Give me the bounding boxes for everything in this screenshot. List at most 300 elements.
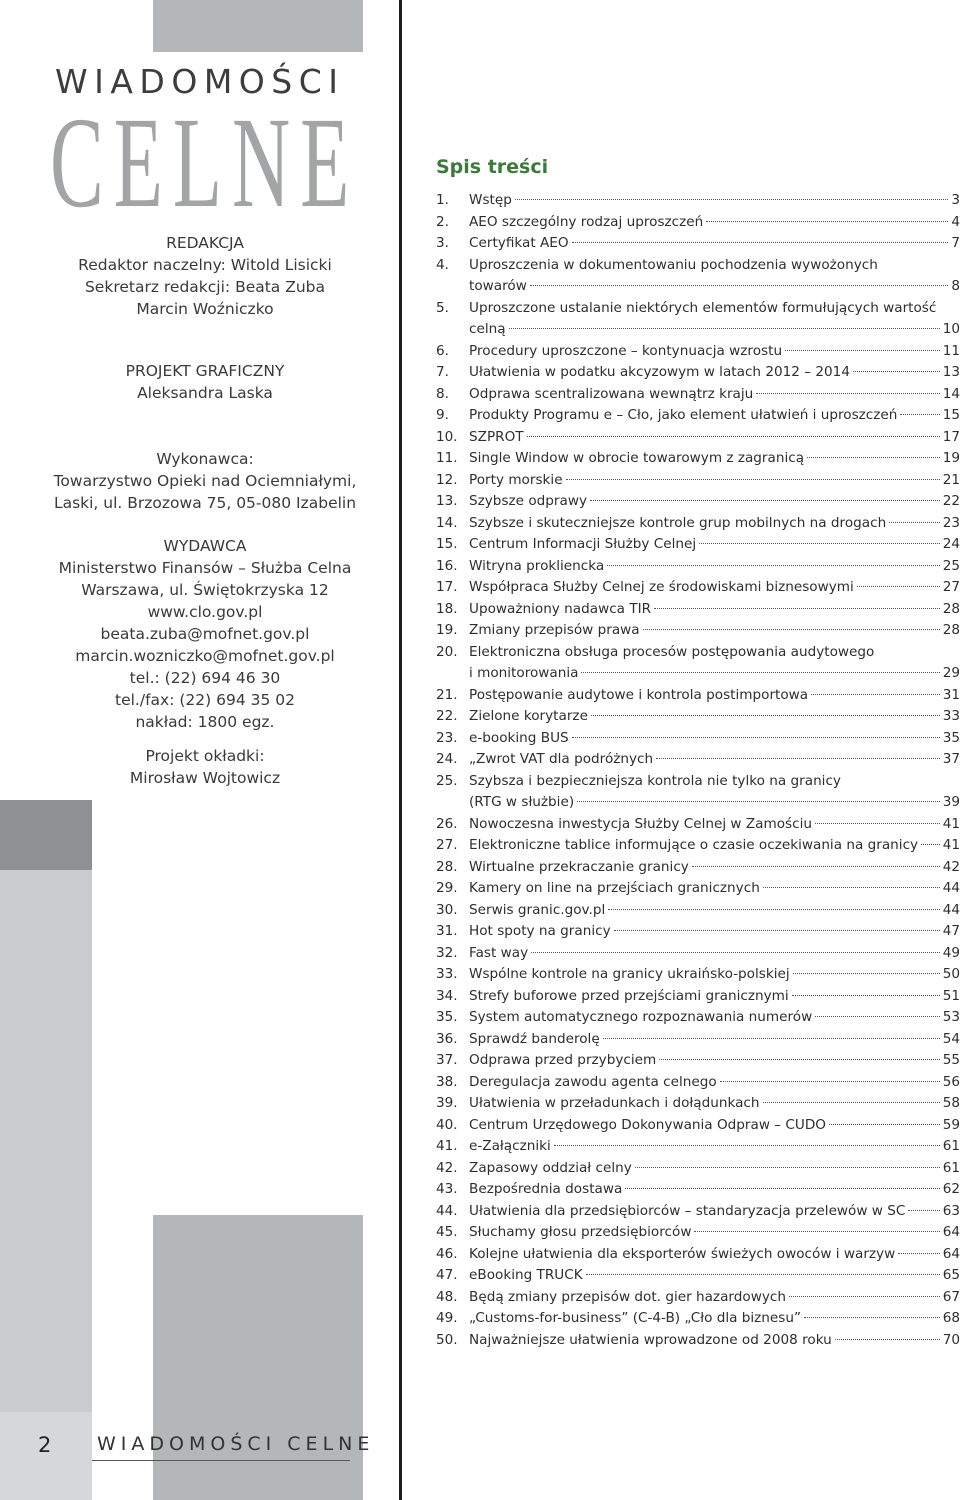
toc-line (436, 1244, 960, 1266)
cover-design-heading: Projekt okładki: (145, 747, 265, 765)
toc-number: 41. (436, 1138, 458, 1154)
decorative-side-block-light (0, 870, 92, 1500)
toc-item[interactable] (436, 706, 960, 728)
toc-number: 18. (436, 600, 458, 617)
toc-title: e-booking BUS (469, 729, 569, 746)
toc-line (436, 921, 960, 943)
toc-number: 45. (436, 1224, 458, 1240)
toc-item[interactable] (436, 1222, 960, 1244)
toc-page-number: 24 (942, 536, 960, 552)
toc-line (436, 878, 960, 900)
toc-item[interactable] (436, 771, 960, 814)
toc-line (436, 835, 960, 857)
toc-number: 38. (436, 1073, 458, 1090)
toc-title: AEO szczególny rodzaj uproszczeń (469, 213, 704, 230)
column-divider (399, 0, 402, 1500)
toc-number: 35. (436, 1009, 458, 1025)
toc-number: 9. (436, 407, 449, 423)
toc-page-number: 11 (942, 342, 960, 359)
toc-page-number: 44 (942, 880, 960, 896)
toc-number: 21. (436, 686, 458, 703)
toc-page-number: 31 (942, 686, 960, 703)
toc-leader-dots (509, 328, 940, 329)
publisher-info (40, 535, 370, 733)
toc-item[interactable] (436, 1050, 960, 1072)
toc-line (436, 1265, 960, 1287)
toc-item[interactable] (436, 685, 960, 707)
toc-leader-dots (694, 1231, 939, 1232)
toc-page-number: 64 (942, 1245, 960, 1262)
toc-title: Zielone korytarze (469, 708, 588, 724)
toc-line (436, 663, 960, 685)
toc-leader-dots (900, 414, 939, 415)
toc-line (436, 792, 960, 814)
toc-leader-dots (811, 694, 940, 695)
toc-item[interactable] (436, 1265, 960, 1287)
toc-item[interactable] (436, 212, 960, 234)
toc-page-number: 47 (942, 923, 960, 939)
toc-line (436, 190, 960, 212)
toc-number: 12. (436, 471, 458, 488)
toc-leader-dots (807, 457, 940, 458)
toc-page-number: 22 (942, 493, 960, 509)
toc-line (436, 814, 960, 836)
toc-number: 3. (436, 235, 449, 251)
toc-item[interactable] (436, 1029, 960, 1051)
toc-line (436, 491, 960, 513)
toc-number: 16. (436, 557, 458, 574)
toc-page-number: 54 (942, 1030, 960, 1047)
toc-item[interactable] (436, 491, 960, 513)
toc-page-number: 39 (942, 794, 960, 810)
toc-leader-dots (921, 844, 940, 845)
toc-number: 2. (436, 213, 449, 230)
toc-line (436, 534, 960, 556)
toc-page-number: 44 (942, 901, 960, 918)
toc-item[interactable] (436, 405, 960, 427)
toc-title: Serwis granic.gov.pl (469, 901, 606, 918)
toc-page-number: 61 (942, 1138, 960, 1154)
toc-number: 43. (436, 1181, 458, 1197)
toc-line (436, 556, 960, 578)
toc-title: Ułatwienia w przeładunkach i dołądunkach (469, 1095, 760, 1111)
publisher-email: marcin.wozniczko@mofnet.gov.pl (75, 647, 335, 665)
toc-line (436, 685, 960, 707)
editorial-line: Sekretarz redakcji: Beata Zuba (84, 278, 326, 296)
toc-line (436, 448, 960, 470)
editorial-line: Marcin Woźniczko (136, 300, 274, 318)
toc-number: 49. (436, 1310, 458, 1326)
toc-number: 14. (436, 514, 458, 531)
toc-line (436, 513, 960, 535)
toc-title: e-Załączniki (469, 1138, 551, 1154)
toc-item[interactable] (436, 964, 960, 986)
toc-line (436, 599, 960, 621)
toc-title: Single Window w obrocie towarowym z zagranicą (469, 450, 805, 466)
toc-line (436, 1287, 960, 1309)
toc-page-number: 4 (951, 213, 960, 230)
toc-line (436, 341, 960, 363)
toc-item[interactable] (436, 556, 960, 578)
toc-item[interactable] (436, 1007, 960, 1029)
toc-leader-dots (643, 629, 940, 630)
cover-design-info (40, 745, 370, 789)
toc-line (436, 405, 960, 427)
toc-title: „Zwrot VAT dla podróżnych (469, 751, 654, 767)
toc-leader-dots (756, 393, 939, 394)
toc-title: Wspólne kontrole na granicy ukraińsko-polskiej (469, 966, 790, 982)
toc-page-number: 50 (942, 966, 960, 982)
toc-item[interactable] (436, 878, 960, 900)
toc-number: 5. (436, 299, 449, 316)
toc-page-number: 64 (942, 1224, 960, 1240)
toc-title: towarów (469, 278, 527, 294)
toc-title: Deregulacja zawodu agenta celnego (469, 1073, 717, 1090)
toc-title: Elektroniczne tablice informujące o czasie oczekiwania na granicy (469, 837, 919, 853)
publisher-email: beata.zuba@mofnet.gov.pl (100, 625, 310, 643)
toc-leader-dots (577, 801, 940, 802)
toc-line (436, 1115, 960, 1137)
toc-page-number: 62 (942, 1181, 960, 1197)
toc-number: 47. (436, 1267, 458, 1283)
toc-title: Centrum Urzędowego Dokonywania Odpraw – CUDO (469, 1116, 826, 1133)
toc-number: 28. (436, 858, 458, 875)
publisher-line: Warszawa, ul. Świętokrzyska 12 (81, 581, 329, 599)
toc-line (436, 362, 960, 384)
toc-item[interactable] (436, 1244, 960, 1266)
toc-leader-dots (829, 1124, 940, 1125)
toc-leader-dots (785, 350, 940, 351)
toc-title: Współpraca Służby Celnej ze środowiskami biznesowymi (469, 579, 854, 595)
toc-line (436, 276, 960, 298)
toc-leader-dots (586, 1274, 940, 1275)
editorial-line: Redaktor naczelny: Witold Lisicki (78, 256, 332, 274)
toc-item[interactable] (436, 341, 960, 363)
toc-title: Zapasowy oddział celny (469, 1159, 632, 1176)
toc-title: Szybsza i bezpieczniejsza kontrola nie tylko na granicy (469, 772, 841, 789)
toc-number: 30. (436, 901, 458, 918)
toc-line (436, 470, 960, 492)
toc-page-number: 61 (942, 1159, 960, 1176)
toc-page-number: 10 (942, 321, 960, 337)
design-info (40, 360, 370, 404)
toc-title: Szybsze odprawy (469, 493, 587, 509)
toc-number: 39. (436, 1095, 458, 1111)
toc-page-number: 63 (942, 1202, 960, 1219)
toc-line (436, 1330, 960, 1352)
toc-page-number: 19 (942, 450, 960, 466)
toc-item[interactable] (436, 513, 960, 535)
toc-item[interactable] (436, 857, 960, 879)
contractor-line: Towarzystwo Opieki nad Ociemniałymi, (53, 472, 357, 490)
publisher-circulation: nakład: 1800 egz. (135, 713, 275, 731)
toc-line (436, 1158, 960, 1180)
toc-title: Nowoczesna inwestycja Służby Celnej w Zamościu (469, 815, 813, 832)
decorative-top-bar (153, 0, 363, 52)
toc-title: Szybsze i skuteczniejsze kontrole grup mobilnych na drogach (469, 514, 887, 531)
design-line: Aleksandra Laska (137, 384, 273, 402)
toc-item[interactable] (436, 534, 960, 556)
toc-line (436, 212, 960, 234)
toc-number: 26. (436, 815, 458, 832)
toc-page-number: 51 (942, 987, 960, 1004)
toc-title: Kamery on line na przejściach granicznych (469, 880, 760, 896)
toc-leader-dots (527, 436, 940, 437)
toc-item[interactable] (436, 255, 960, 298)
toc-title: celną (469, 321, 506, 337)
toc-leader-dots (530, 285, 949, 286)
toc-page-number: 33 (942, 708, 960, 724)
toc-item[interactable] (436, 749, 960, 771)
toc-title: Produkty Programu e – Cło, jako element ułatwień i uproszczeń (469, 407, 898, 423)
toc-number: 13. (436, 493, 458, 509)
page-number: 2 (38, 1433, 52, 1457)
toc-title: Odprawa scentralizowana wewnątrz kraju (469, 385, 754, 402)
toc-number: 15. (436, 536, 458, 552)
toc-item[interactable] (436, 298, 960, 341)
toc-title: Kolejne ułatwienia dla eksporterów świeżych owoców i warzyw (469, 1245, 896, 1262)
toc-leader-dots (699, 543, 939, 544)
toc-line (436, 1136, 960, 1158)
toc-item[interactable] (436, 986, 960, 1008)
cover-design-line: Mirosław Wojtowicz (129, 769, 281, 787)
toc-item[interactable] (436, 1330, 960, 1352)
toc-number: 4. (436, 256, 449, 273)
toc-number: 20. (436, 643, 458, 660)
toc-leader-dots (804, 1317, 940, 1318)
toc-item[interactable] (436, 233, 960, 255)
toc-line (436, 728, 960, 750)
toc-item[interactable] (436, 448, 960, 470)
toc-number: 29. (436, 880, 458, 896)
toc-number: 8. (436, 385, 449, 402)
toc-item[interactable] (436, 1072, 960, 1094)
toc-leader-dots (607, 565, 939, 566)
toc-line (436, 1072, 960, 1094)
toc-line (436, 427, 960, 449)
toc-item[interactable] (436, 384, 960, 406)
toc-leader-dots (603, 1038, 940, 1039)
toc-title: (RTG w służbie) (469, 794, 575, 810)
toc-line (436, 1007, 960, 1029)
toc-number: 7. (436, 364, 449, 380)
contractor-line: Laski, ul. Brzozowa 75, 05-080 Izabelin (53, 494, 357, 512)
design-heading: PROJEKT GRAFICZNY (125, 362, 285, 380)
toc-page-number: 56 (942, 1073, 960, 1090)
toc-number: 50. (436, 1331, 458, 1348)
toc-title: eBooking TRUCK (469, 1267, 583, 1283)
toc-leader-dots (706, 221, 948, 222)
toc-line (436, 255, 960, 277)
toc-number: 19. (436, 622, 458, 638)
toc-heading: Spis treści (436, 156, 549, 178)
toc-leader-dots (853, 371, 940, 372)
toc-line (436, 964, 960, 986)
toc-leader-dots (625, 1188, 939, 1189)
toc-title: Ułatwienia w podatku akcyzowym w latach 2012 – 2014 (469, 364, 850, 380)
toc-title: Porty morskie (469, 471, 563, 488)
toc-leader-dots (566, 479, 940, 480)
toc-item[interactable] (436, 620, 960, 642)
toc-page-number: 65 (942, 1267, 960, 1283)
toc-leader-dots (789, 1296, 940, 1297)
toc-item[interactable] (436, 835, 960, 857)
toc-line (436, 642, 960, 664)
toc-number: 23. (436, 729, 458, 746)
toc-item[interactable] (436, 577, 960, 599)
toc-title: Bezpośrednia dostawa (469, 1181, 623, 1197)
editorial-heading: REDAKCJA (166, 234, 244, 252)
toc-title: Strefy buforowe przed przejściami granicznymi (469, 987, 789, 1004)
toc-page-number: 13 (942, 364, 960, 380)
toc-line (436, 986, 960, 1008)
toc-line (436, 577, 960, 599)
toc-leader-dots (857, 586, 940, 587)
toc-number: 34. (436, 987, 458, 1004)
toc-number: 24. (436, 751, 458, 767)
toc-line (436, 857, 960, 879)
toc-title: Sprawdź banderolę (469, 1030, 600, 1047)
toc-line (436, 1050, 960, 1072)
toc-title: Ułatwienia dla przedsiębiorców – standaryzacja przelewów w SC (469, 1202, 906, 1219)
toc-title: Odprawa przed przybyciem (469, 1052, 657, 1068)
toc-title: Upoważniony nadawca TIR (469, 600, 652, 617)
toc-item[interactable] (436, 1201, 960, 1223)
toc-number: 46. (436, 1245, 458, 1262)
toc-line (436, 943, 960, 965)
toc-page-number: 55 (942, 1052, 960, 1068)
toc-number: 10. (436, 428, 458, 445)
toc-item[interactable] (436, 921, 960, 943)
toc-title: Certyfikat AEO (469, 235, 569, 251)
toc-number: 48. (436, 1288, 458, 1305)
toc-number: 22. (436, 708, 458, 724)
publisher-heading: WYDAWCA (163, 537, 247, 555)
toc-item[interactable] (436, 1136, 960, 1158)
toc-page-number: 27 (942, 579, 960, 595)
toc-item[interactable] (436, 900, 960, 922)
toc-title: Wirtualne przekraczanie granicy (469, 858, 689, 875)
toc-item[interactable] (436, 599, 960, 621)
toc-number: 31. (436, 923, 458, 939)
toc-page-number: 8 (951, 278, 960, 294)
toc-page-number: 41 (942, 815, 960, 832)
toc-leader-dots (815, 823, 940, 824)
toc-number: 37. (436, 1052, 458, 1068)
toc-page-number: 67 (942, 1288, 960, 1305)
decorative-bottom-bar (153, 1215, 363, 1500)
publisher-website: www.clo.gov.pl (147, 603, 263, 621)
toc-number: 25. (436, 772, 458, 789)
toc-item[interactable] (436, 427, 960, 449)
toc-leader-dots (692, 866, 940, 867)
toc-title: i monitorowania (469, 665, 579, 681)
toc-page-number: 21 (942, 471, 960, 488)
toc-item[interactable] (436, 943, 960, 965)
toc-title: Procedury uproszczone – kontynuacja wzrostu (469, 342, 783, 359)
toc-line (436, 706, 960, 728)
toc-item[interactable] (436, 814, 960, 836)
toc-number: 17. (436, 579, 458, 595)
toc-page-number: 3 (951, 192, 960, 208)
toc-leader-dots (635, 1167, 940, 1168)
toc-line (436, 1029, 960, 1051)
toc-title: System automatycznego rozpoznawania numerów (469, 1009, 813, 1025)
footer-rule (92, 1460, 350, 1461)
toc-item[interactable] (436, 1093, 960, 1115)
toc-page-number: 7 (951, 235, 960, 251)
toc-item[interactable] (436, 728, 960, 750)
toc-item[interactable] (436, 642, 960, 685)
toc-title: Witryna prokliencka (469, 557, 605, 574)
toc-leader-dots (531, 952, 940, 953)
toc-item[interactable] (436, 1115, 960, 1137)
publisher-phone: tel.: (22) 694 46 30 (129, 669, 281, 687)
toc-leader-dots (763, 1102, 940, 1103)
toc-leader-dots (720, 1081, 940, 1082)
footer-title: WIADOMOŚCI CELNE (97, 1433, 375, 1455)
publisher-line: Ministerstwo Finansów – Służba Celna (58, 559, 352, 577)
toc-leader-dots (554, 1145, 940, 1146)
toc-item[interactable] (436, 362, 960, 384)
toc-leader-dots (515, 199, 948, 200)
toc-leader-dots (835, 1339, 940, 1340)
toc-leader-dots (572, 737, 940, 738)
toc-item[interactable] (436, 1308, 960, 1330)
masthead-title: WIADOMOŚCI (55, 62, 345, 101)
toc-item[interactable] (436, 1179, 960, 1201)
toc-page-number: 68 (942, 1310, 960, 1326)
toc-leader-dots (908, 1210, 939, 1211)
toc-line (436, 319, 960, 341)
toc-title: Hot spoty na granicy (469, 923, 611, 939)
toc-leader-dots (898, 1253, 939, 1254)
toc-title: Postępowanie audytowe i kontrola postimportowa (469, 686, 809, 703)
toc-page-number: 41 (942, 837, 960, 853)
toc-page-number: 35 (942, 729, 960, 746)
toc-title: Będą zmiany przepisów dot. gier hazardowych (469, 1288, 786, 1305)
toc-item[interactable] (436, 1287, 960, 1309)
toc-title: Słuchamy głosu przedsiębiorców (469, 1224, 692, 1240)
toc-line (436, 1222, 960, 1244)
toc-leader-dots (581, 672, 939, 673)
toc-page-number: 14 (942, 385, 960, 402)
toc-number: 42. (436, 1159, 458, 1176)
toc-title: Wstęp (469, 192, 512, 208)
toc-leader-dots (815, 1016, 939, 1017)
toc-leader-dots (656, 758, 940, 759)
toc-number: 27. (436, 837, 458, 853)
toc-item[interactable] (436, 1158, 960, 1180)
toc-page-number: 59 (942, 1116, 960, 1133)
toc-line (436, 771, 960, 793)
toc-line (436, 1093, 960, 1115)
toc-title: Fast way (469, 944, 529, 961)
toc-item[interactable] (436, 470, 960, 492)
toc-page-number: 23 (942, 514, 960, 531)
contractor-heading: Wykonawca: (156, 450, 254, 468)
toc-leader-dots (614, 930, 940, 931)
toc-number: 36. (436, 1030, 458, 1047)
toc-item[interactable] (436, 190, 960, 212)
toc-title: Zmiany przepisów prawa (469, 622, 640, 638)
toc-page-number: 37 (942, 751, 960, 767)
toc-title: Elektroniczna obsługa procesów postępowania audytowego (469, 643, 875, 660)
toc-line (436, 900, 960, 922)
toc-line (436, 749, 960, 771)
toc-page-number: 15 (942, 407, 960, 423)
toc-page-number: 28 (942, 622, 960, 638)
